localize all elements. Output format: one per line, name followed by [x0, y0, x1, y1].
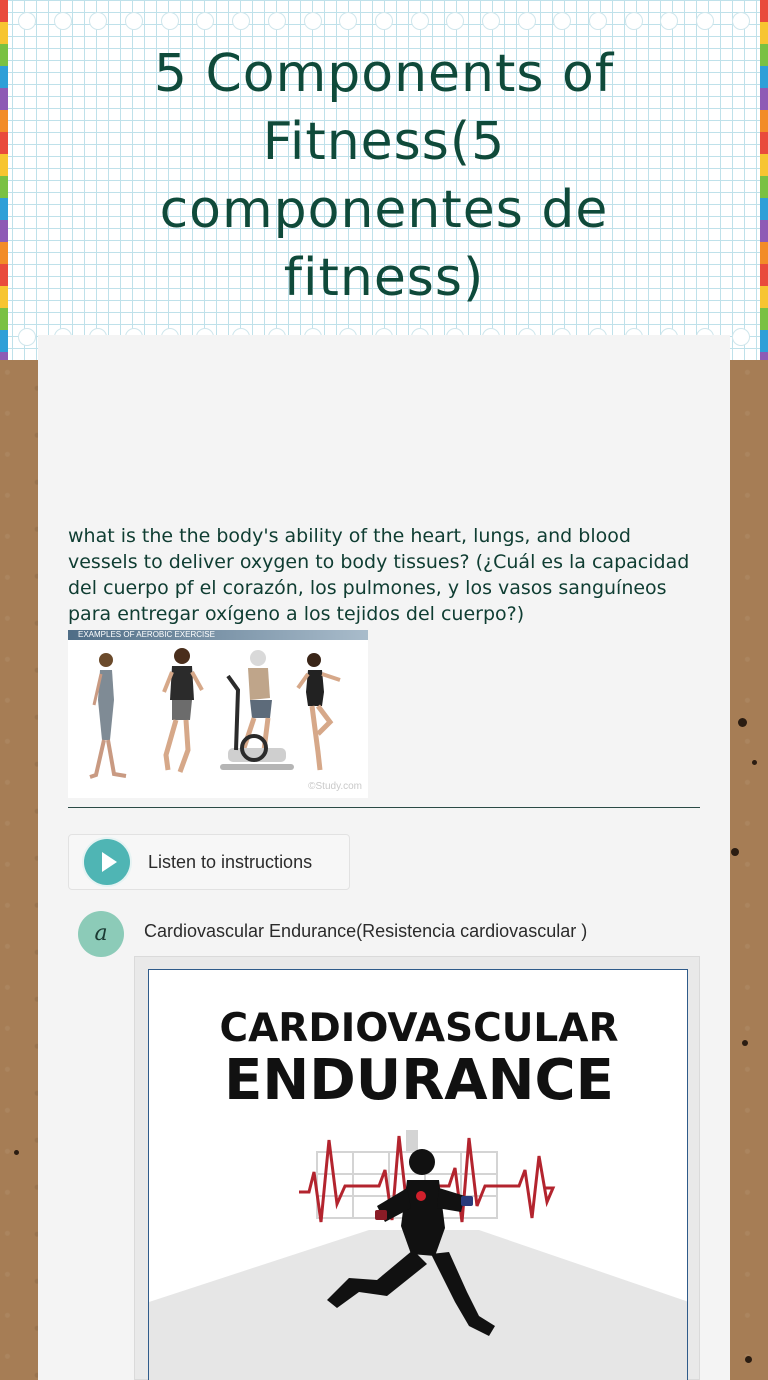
heart-icon: [416, 1191, 426, 1201]
cardiovascular-endurance-image: [148, 969, 688, 1380]
option-a-image-frame: [134, 956, 700, 1380]
runner-illustration: [149, 1130, 688, 1380]
section-divider: [68, 807, 700, 808]
listen-label: Listen to instructions: [148, 851, 313, 872]
listen-to-instructions-button[interactable]: [68, 834, 350, 890]
background-speck: [745, 1356, 752, 1363]
knee-raise-woman-figure: [298, 653, 340, 770]
background-speck: [742, 1040, 748, 1046]
walking-woman-figure: [90, 653, 126, 777]
running-man-figure: [164, 648, 202, 772]
color-stripe-right: [760, 0, 768, 360]
image-watermark: ©Study.com: [308, 781, 362, 792]
color-stripe-left: [0, 0, 8, 360]
option-a-label[interactable]: Cardiovascular Endurance(Resistencia cardiovascular ): [144, 921, 588, 941]
graph-paper-header: [0, 0, 768, 360]
question-text: what is the the body's ability of the heart, lungs, and blood vessels to deliver oxygen to body tissues? (¿Cuál es la capacidad del cuerpo pf el corazón, los pulmones, y los vasos sanguíneos para entregar oxígeno a los tejidos del cuerpo?): [68, 525, 690, 625]
aerobic-figures-illustration: [68, 630, 368, 798]
worksheet-title: 5 Components of Fitness(5 componentes de fitness): [153, 44, 615, 308]
binder-holes-top: [18, 12, 750, 32]
aerobic-exercise-image: [68, 630, 368, 798]
play-icon[interactable]: [84, 839, 130, 885]
background-speck: [752, 760, 757, 765]
option-a-badge[interactable]: a: [78, 911, 124, 957]
glove-icon: [461, 1196, 473, 1206]
background-speck: [14, 1150, 19, 1155]
background-speck: [738, 718, 747, 727]
image-title-line2: ENDURANCE: [224, 1048, 614, 1113]
stationary-bike-figure: [220, 650, 294, 770]
worksheet-card: [38, 335, 730, 1380]
image-title-line1: CARDIOVASCULAR: [219, 1006, 619, 1051]
background-speck: [731, 848, 739, 856]
image-caption: EXAMPLES OF AEROBIC EXERCISE: [68, 630, 368, 640]
glove-icon: [375, 1210, 387, 1220]
